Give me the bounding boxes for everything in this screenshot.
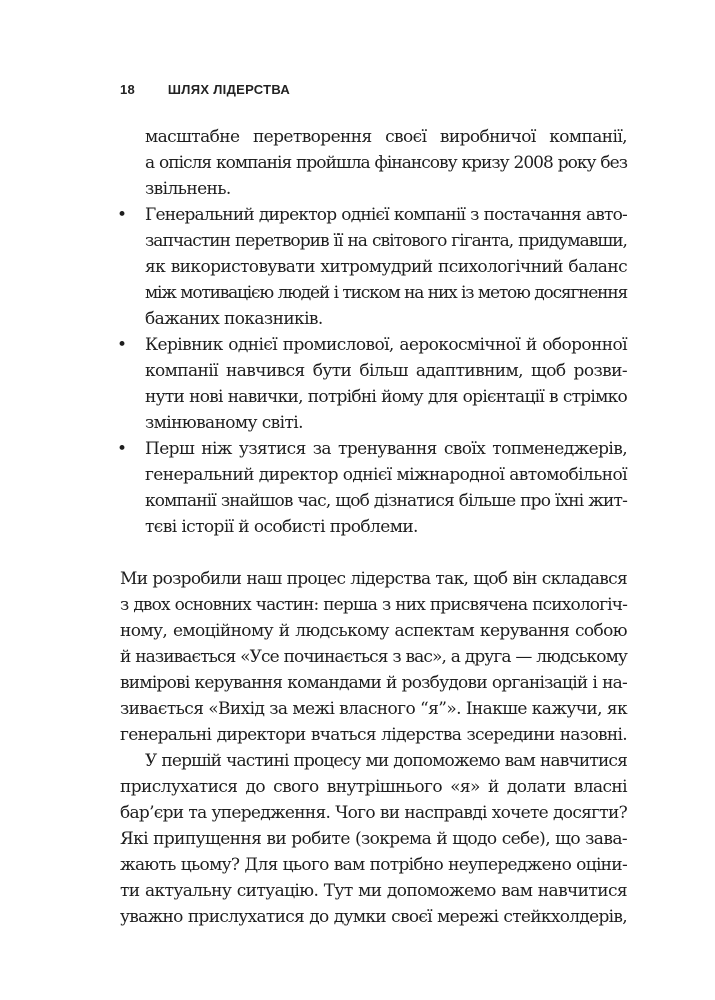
text-line: а опісля компанія пройшла фінансову кризу 2008 року без [145,153,627,173]
bullet-line: Керівник однієї промислової, аерокосмічної й оборонної [145,335,627,355]
page-number: 18 [120,82,136,97]
bullet-marker: • [117,335,127,355]
paragraph-line: Ми розробили наш процес лідерства так, щоб він складався [120,569,627,589]
paragraph-line: уважно прислухатися до думки своєї мережі стейкхолдерів, [120,907,627,927]
bullet-marker: • [117,205,127,225]
text-line: масштабне перетворення своєї виробничої компанії, [145,127,627,147]
running-title: ШЛЯХ ЛІДЕРСТВА [167,82,291,97]
paragraph-line: ти актуальну ситуацію. Тут ми допоможемо вам навчитися [120,881,627,901]
bullet-line: запчастин перетворив її на світового гіганта, придумавши, [145,231,627,251]
bullet-line: компанії знайшов час, щоб дізнатися більше про їхні жит- [145,491,627,511]
paragraph-line: Які припущення ви робите (зокрема й щодо себе), що зава- [120,829,627,849]
bullet-line: генеральний директор однієї міжнародної автомобільної [145,465,627,485]
paragraph-line: У першій частині процесу ми допоможемо вам навчитися [145,751,627,771]
bullet-line: між мотивацією людей і тиском на них із метою досягнення [145,283,627,303]
text-line: звільнень. [145,179,231,199]
paragraph-line: й називається «Усе починається з вас», а друга — людському [120,647,627,667]
running-header [120,82,290,97]
paragraph-line: вимірові керування командами й розбудови організацій і на- [120,673,627,693]
bullet-line: Генеральний директор однієї компанії з постачання авто- [145,205,627,225]
paragraph-line: генеральні директори вчаться лідерства зсередини назовні. [120,725,627,745]
bullet-line: як використовувати хитромудрий психологічний баланс [145,257,627,277]
paragraph-line: жають цьому? Для цього вам потрібно неупереджено оціни- [120,855,627,875]
bullet-line: компанії навчився бути більш адаптивним, щоб розви- [145,361,627,381]
paragraph-line: прислухатися до свого внутрішнього «я» й долати власні [120,777,627,797]
paragraph-line: ному, емоційному й людському аспектам керування собою [120,621,627,641]
paragraph-line: з двох основних частин: перша з них присвячена психологіч- [120,595,627,615]
bullet-line: нути нові навички, потрібні йому для орієнтації в стрімко [145,387,627,407]
bullet-line: бажаних показників. [145,309,323,329]
bullet-line: Перш ніж узятися за тренування своїх топменеджерів, [145,439,627,459]
paragraph-line: бар’єри та упередження. Чого ви насправді хочете досягти? [120,803,627,823]
bullet-line: змінюваному світі. [145,413,303,433]
paragraph-line: зивається «Вихід за межі власного “я”». Інакше кажучи, як [120,699,627,719]
bullet-line: тєві історії й особисті проблеми. [145,517,418,537]
bullet-marker: • [117,439,127,459]
